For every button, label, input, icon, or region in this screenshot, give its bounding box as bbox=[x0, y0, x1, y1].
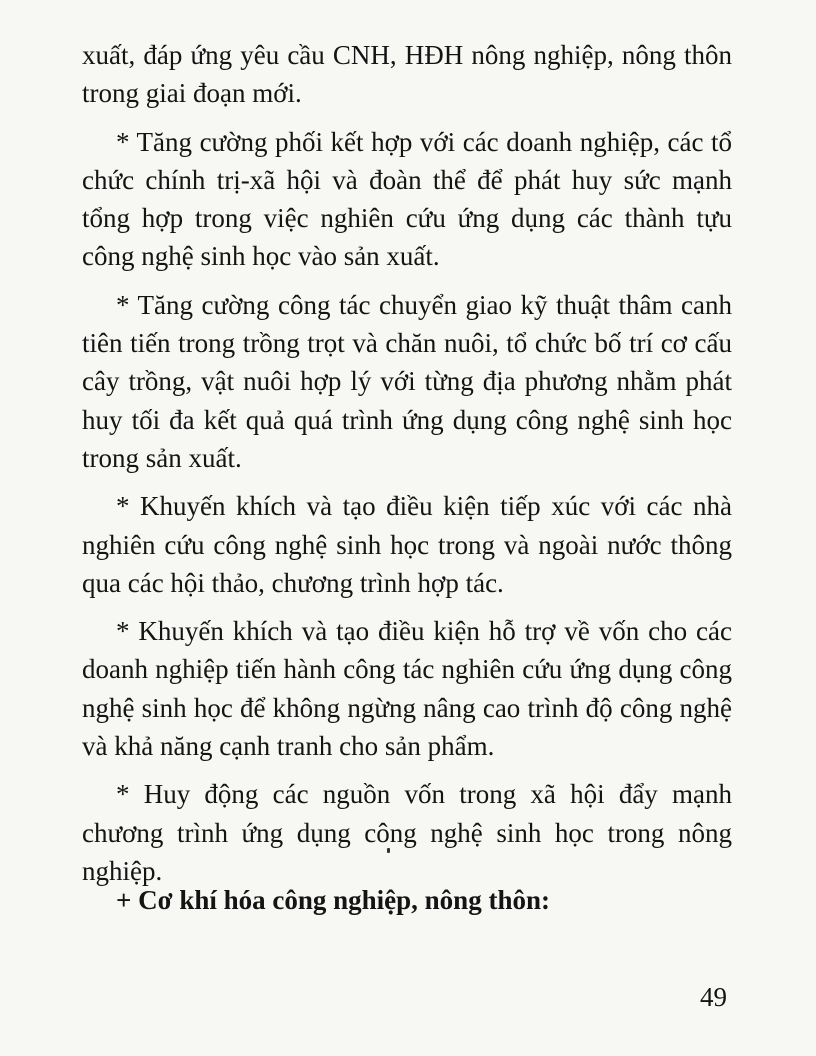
paragraph-continuation: xuất, đáp ứng yêu cầu CNH, HĐH nông nghiệp, nông thôn trong giai đoạn mới. bbox=[82, 40, 732, 109]
paragraph-bullet-2: * Tăng cường công tác chuyển giao kỹ thuật thâm canh tiên tiến trong trồng trọt và chăn nuôi, tổ chức bố trí cơ cấu cây trồng, vật nuôi hợp lý với từng địa phương nhằm phát huy tối đa kết quả quá trình ứng dụng công nghệ sinh học trong sản xuất. bbox=[82, 289, 732, 473]
paragraph-bullet-1: * Tăng cường phối kết hợp với các doanh nghiệp, các tổ chức chính trị-xã hội và đoàn thể để phát huy sức mạnh tổng hợp trong việc nghiên cứu ứng dụng các thành tựu công nghệ sinh học vào sản xuất. bbox=[82, 126, 732, 272]
paragraph-bullet-4: * Khuyến khích và tạo điều kiện hỗ trợ về vốn cho các doanh nghiệp tiến hành công tác nghiên cứu ứng dụng công nghệ sinh học để không ngừng nâng cao trình độ công nghệ và khả năng cạnh tranh cho sản phẩm. bbox=[82, 616, 732, 762]
paragraph-bullet-5: * Huy động các nguồn vốn trong xã hội đẩy mạnh chương trình ứng dụng công nghệ sinh học trong nông nghiệp. bbox=[82, 779, 732, 886]
paragraph-bullet-3: * Khuyến khích và tạo điều kiện tiếp xúc với các nhà nghiên cứu công nghệ sinh học trong và ngoài nước thông qua các hội thảo, chương trình hợp tác. bbox=[82, 491, 732, 598]
scan-speck bbox=[387, 848, 390, 853]
page-number: 49 bbox=[700, 982, 727, 1012]
body-text bbox=[82, 36, 732, 900]
section-heading: + Cơ khí hóa công nghiệp, nông thôn: bbox=[116, 885, 550, 915]
